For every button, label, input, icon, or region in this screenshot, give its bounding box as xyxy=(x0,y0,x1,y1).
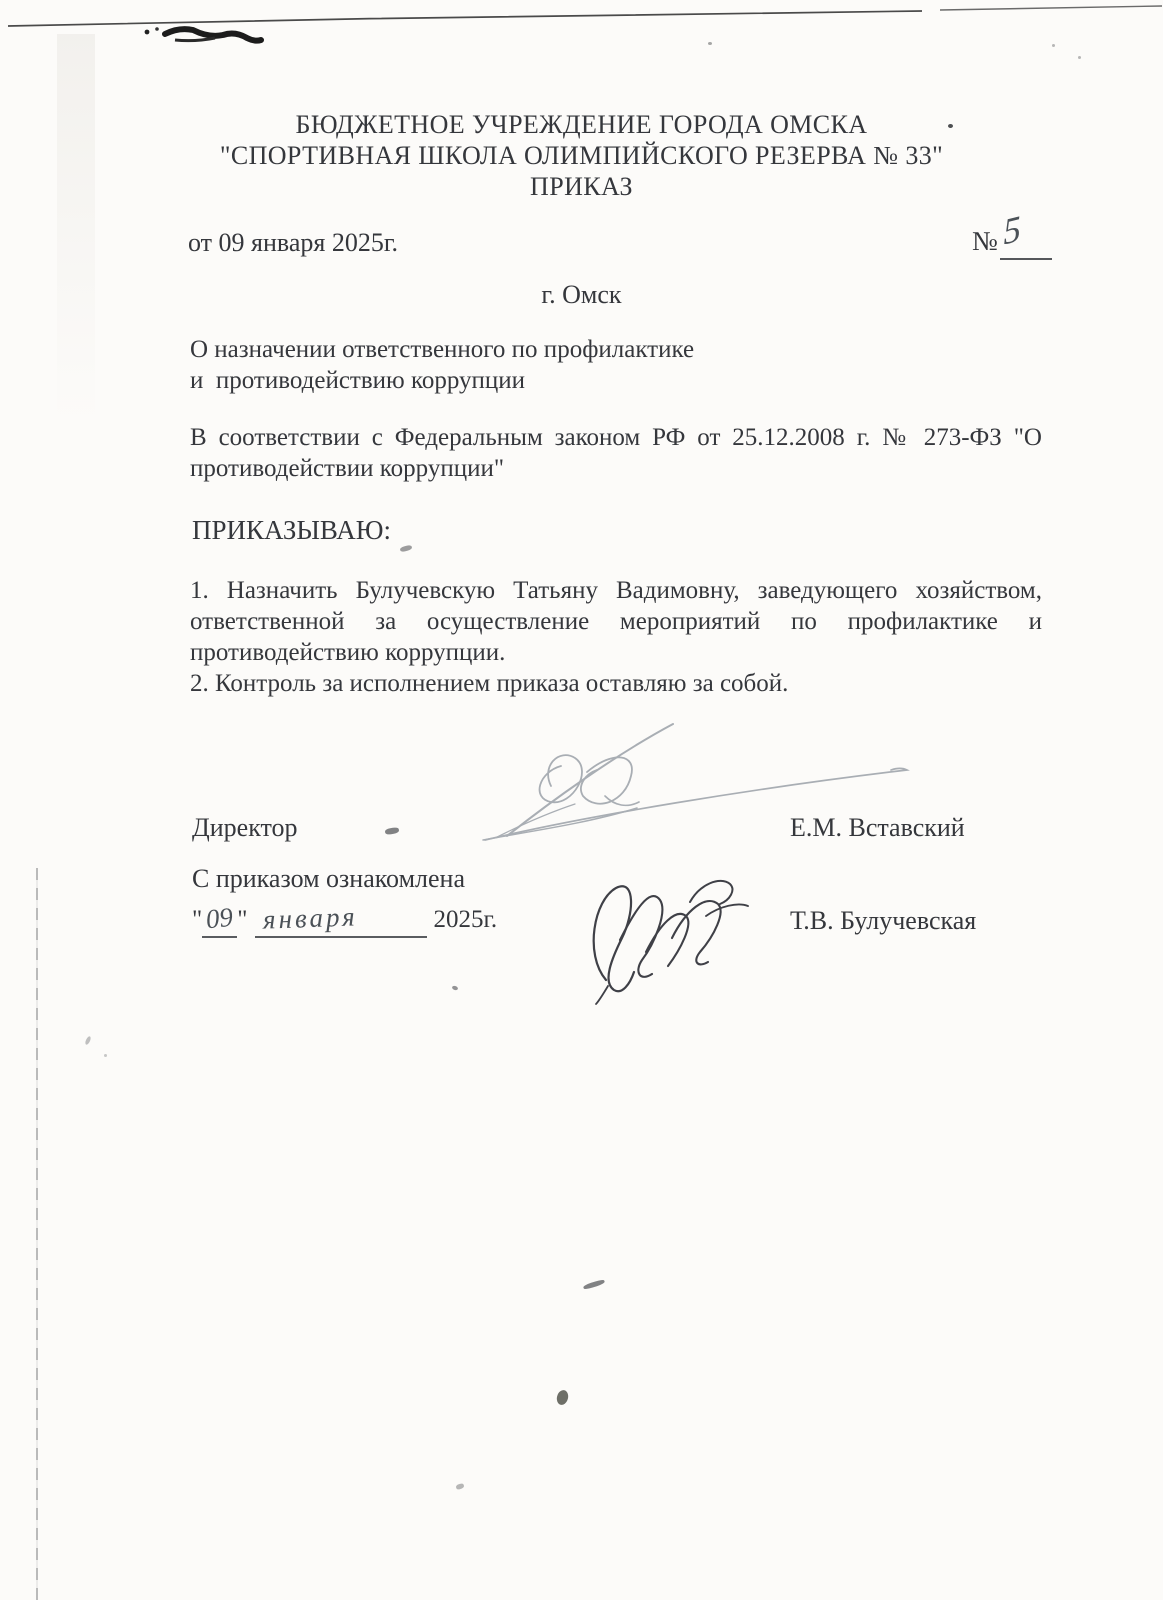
order-number-label: № xyxy=(972,226,998,256)
scan-speck xyxy=(84,1036,91,1046)
ack-statement: С приказом ознакомлена xyxy=(192,864,465,893)
scan-speck xyxy=(708,42,712,45)
scan-speck xyxy=(400,545,413,553)
ack-quote-close: " xyxy=(237,906,248,933)
preamble-line2: противодействии коррупции" xyxy=(190,455,505,482)
ack-date-line xyxy=(192,903,497,938)
subject-line1: О назначении ответственного по профилактике xyxy=(190,336,695,363)
scan-speck xyxy=(1052,44,1055,47)
scan-speck xyxy=(1078,56,1081,59)
scan-ink-smudge xyxy=(135,20,265,52)
subject-line2: и противодействию коррупции xyxy=(190,367,526,394)
order-date-line: от 09 января 2025г. xyxy=(188,228,399,257)
ack-name: Т.В. Булучевская xyxy=(790,906,977,935)
director-label: Директор xyxy=(192,813,298,842)
org-name-line2: "СПОРТИВНАЯ ШКОЛА ОЛИМПИЙСКОГО РЕЗЕРВА № 33" xyxy=(219,141,944,170)
ack-signature-image xyxy=(572,856,752,1006)
scan-dash-mark xyxy=(583,1279,605,1291)
scan-speck xyxy=(948,124,953,128)
city-line: г. Омск xyxy=(541,280,622,309)
order-number-handwritten: 5 xyxy=(1002,207,1022,253)
preamble-line1: В соответствии с Федеральным законом РФ от 25.12.2008 г. № 273-ФЗ "О xyxy=(190,424,1042,451)
scan-speck xyxy=(451,985,458,991)
order-item2: 2. Контроль за исполнением приказа оставляю за собой. xyxy=(190,670,789,697)
director-name: Е.М. Вставский xyxy=(790,813,965,842)
ack-quote-open: " xyxy=(192,906,203,933)
doc-type-title: ПРИКАЗ xyxy=(530,172,633,201)
order-item1-line2: ответственной за осуществление мероприятий по профилактике и xyxy=(190,608,1042,635)
org-name-line1: БЮДЖЕТНОЕ УЧРЕЖДЕНИЕ ГОРОДА ОМСКА xyxy=(295,110,868,139)
scan-dot-mark xyxy=(555,1389,570,1406)
paper-fold-line xyxy=(36,868,38,1600)
scan-speck xyxy=(455,1483,464,1490)
order-number-underline xyxy=(1000,258,1052,260)
resolve-word: ПРИКАЗЫВАЮ: xyxy=(192,515,391,545)
order-item1-line3: противодействию коррупции. xyxy=(190,639,506,666)
ack-year-printed: 2025г. xyxy=(433,906,498,933)
scan-speck xyxy=(385,827,400,835)
order-item1-line1: 1. Назначить Булучевскую Татьяну Вадимовну, заведующего хозяйством, xyxy=(190,577,1042,604)
ack-day-handwritten: 09 xyxy=(204,901,235,935)
scan-speck xyxy=(104,1054,107,1057)
ack-month-handwritten: января xyxy=(262,901,359,935)
scan-left-shading xyxy=(57,34,95,424)
